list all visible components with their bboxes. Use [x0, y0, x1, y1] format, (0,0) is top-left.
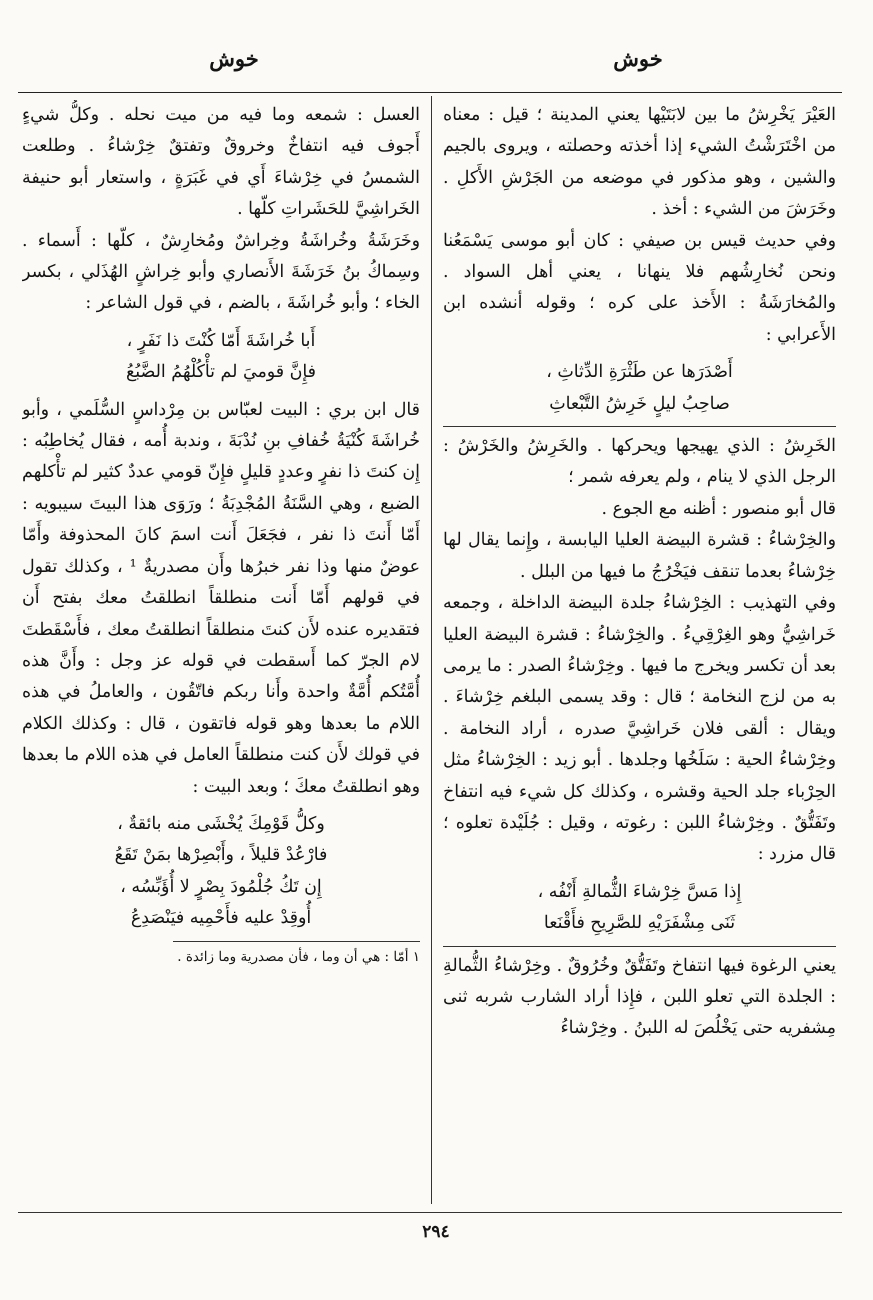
verse-line: أَبا خُراشَةَ أَمّا كُنْتَ ذا نَفَرٍ ،: [126, 330, 316, 351]
footnote-rule: [173, 941, 420, 942]
paragraph: العَيْرَ يَخْرِشُ ما بين لابَتَيْها يعني المدينة ؛ قيل : معناه من اخْتَرَشْتُ الشيء إذا أخذته وحصلته ، ويروى بالجيم والشين ، وهو مذكور في موضعه من الجَرْشِ الأَكلِ . وخَرَشَ من الشيء : أخذ .: [443, 105, 836, 220]
verse: [443, 877, 836, 940]
section-rule: [443, 946, 836, 947]
header-rule: [18, 92, 842, 93]
verse-line: أَصْدَرَها عن طَثْرَةِ الدِّثاثِ ،: [546, 362, 733, 383]
footer-rule: [18, 1212, 842, 1213]
right-column: [443, 100, 836, 1204]
footnote: ١ أمّا : هي أن وما ، فأن مصدرية وما زائدة .: [177, 948, 420, 965]
paragraph: قال ابن بري : البيت لعبّاس بن مِرْداسٍ السُّلَمي ، وأبو خُراشَةَ كُنْيَةُ خُفافِ بنِ نُدْبَةَ ، وندبة أُمه ، فقال يُخاطِبُه : إِن كنتَ ذا نفرٍ وعددٍ قليلٍ فإِنّ قومي عددٌ كثير لم تأْكلهم الضبع ، وهي السَّنَةُ المُجْدِبَةُ ؛ ورَوَى هذا البيتَ سيبويه : أَمّا أَنتَ ذا نفر ، فجَعَلَ أَنت اسمَ كانَ المحذوفة وأَمّا عوضٌ منها وذا نفر خبرُها وأَن مصدريةٌ ¹ ، وكذلك تقول في قولهم أَمّا أَنت منطلقاً انطلقتُ معك بفتح أَن فتقديره عنده لأَن كنتَ منطلقاً انطلقتُ معك ، فأَسْقَطتَ لام الجرّ كما أَسقطت في قوله عز وجل : وأَنَّ هذه أُمَّتُكم أُمَّةٌ واحدة وأَنا ربكم فاتّقُون ، والعاملُ في هذه اللام ما بعدها وهو قوله فاتقون ، قال : وكذلك الكلام في قولك لأَن كنت منطلقاً العامل في هذه اللام ما بعدها وهو انطلقتُ معكَ ؛ وبعد البيت :: [22, 399, 420, 797]
verse-line: إِن تَكُ جُلْمُودَ بِصْرٍ لا أُؤَبِّسُه ،: [120, 876, 322, 897]
paragraph: وفي التهذيب : الخِرْشاءُ جلدة البيضة الداخلة ، وجمعه خَراشِيُّ وهو الغِرْقِيءُ . والخِرْشاءُ : قشرة البيضة العليا بعد أن تكسر ويخرج ما فيها . وخِرْشاءُ الصدر : ما يرمى به من لزج النخامة ؛ قال : وقد يسمى البلغم خِرْشاءَ . ويقال : ألقى فلان خَراشِيَّ صدره ، أراد النخامة . وخِرْشاءُ الحية : سَلَخُها وجلدها . أبو زيد : الخِرْشاءُ مثل الحِرْباء جلد الحية وقشره ، وكذلك كل شيء فيه انتفاخ وتَفَتُّقٌ . وخِرْشاءُ اللبن : رغوته ، وقيل : جُلَيْدة تعلوه ؛ قال مزرد :: [443, 593, 836, 865]
paragraph: يعني الرغوة فيها انتفاخ وتَفَتُّقٌ وخُرُوقٌ . وخِرْشاءُ الثُّمالةِ : الجلدة التي تعلو اللبن ، فإِذا أراد الشارب شربه ثنى مِشفريه حتى يَخْلُصَ له اللبنُ . وخِرْشاءُ: [443, 955, 836, 1039]
column-divider: [431, 96, 432, 1204]
verse-line: ثَنَى مِشْفَرَيْهِ للصَّرِيحِ فأَقْنَعا: [543, 913, 736, 934]
page-number: ٢٩٤: [422, 1222, 450, 1242]
verse-line: صاحِبُ ليلٍ خَرِشُ التَّبْعاثِ: [549, 393, 730, 414]
verse-line: فإِنَّ قوميَ لم تأْكُلْهُمُ الضَّبُعُ: [126, 362, 316, 383]
paragraph: والخِرْشاءُ : قشرة البيضة العليا اليابسة ، وإِنما يقال لها خِرْشاءُ بعدما تنقف فيَخْرُجُ ما فيها من البلل .: [443, 530, 836, 582]
running-head-right: خوش: [613, 46, 663, 71]
verse: [22, 326, 420, 389]
verse: [443, 357, 836, 420]
running-head-left: خوش: [209, 46, 259, 71]
verse-line: أُوقِدْ عليه فأَحْمِيه فيَنْصَدِعُ: [130, 908, 312, 929]
paragraph: الخَرِشُ : الذي يهيجها ويحركها . والخَرِشُ والخَرْشُ : الرجل الذي لا ينام ، ولم يعرفه شمر ؛: [443, 436, 836, 488]
left-column: [22, 100, 420, 1204]
paragraph: وفي حديث قيس بن صيفي : كان أبو موسى يَسْمَعُنا ونحن نُخارِشُهم فلا ينهانا ، يعني أهل السواد . والمُخارَشَةُ : الأَخذ على كره ؛ وقوله أنشده ابن الأَعرابي :: [443, 230, 836, 345]
verse-line: وكلُّ قَوْمِكَ يُخْشَى منه بائقةٌ ،: [117, 813, 325, 834]
section-rule: [443, 426, 836, 427]
verse-line: إِذا مَسَّ خِرْشاءَ الثُّمالةِ أَنْفُه ،: [537, 881, 742, 902]
paragraph: وخَرَشَةُ وخُراشَةُ وخِراشٌ ومُخارِشٌ ، كلّها : أَسماء . وسِماكُ بنُ خَرَشَةَ الأَنصاري وأبو خِراشٍ الهُذَلي ، بكسر الخاء ؛ وأبو خُراشَةَ ، بالضم ، في قول الشاعر :: [22, 230, 420, 314]
verse-line: فارْعُدْ قليلاً ، وأَبْصِرْها بمَنْ تَقَعُ: [114, 845, 328, 866]
paragraph: قال أبو منصور : أظنه مع الجوع .: [601, 498, 836, 519]
verse: [22, 809, 420, 935]
paragraph: العسل : شمعه وما فيه من ميت نحله . وكلُّ شيءٍ أَجوف فيه انتفاخٌ وخروقٌ وتفتقٌ خِرْشاءُ . وطلعت الشمسُ في خِرْشاءَ أَي في غَبَرَةٍ ، واستعار أبو حنيفة الخَراشِيَّ للحَشَراتِ كلّها .: [22, 105, 420, 220]
